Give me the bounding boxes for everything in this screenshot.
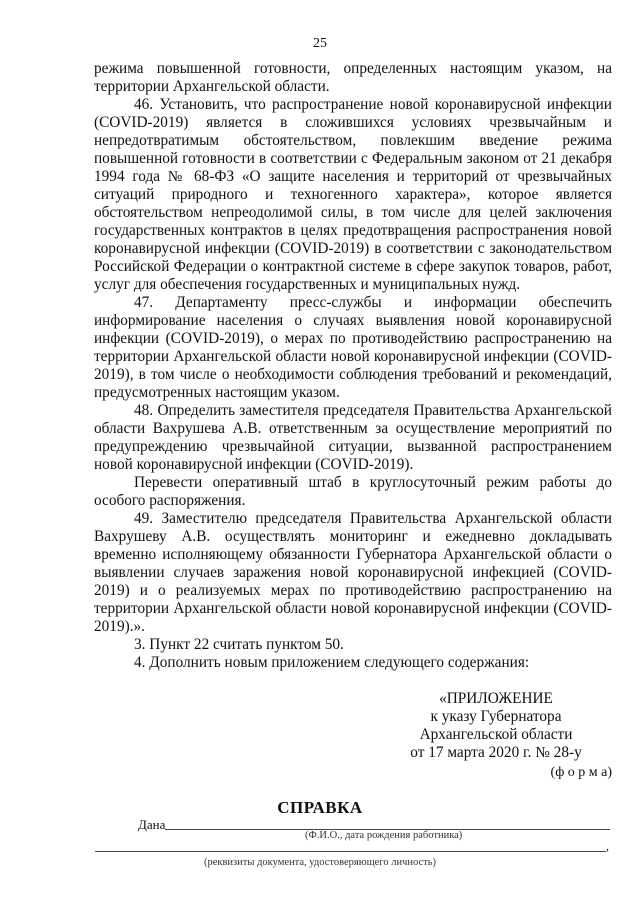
paragraph-46: 46. Установить, что распространение новой коронавирусной инфекции (COVID-2019) является в сложившихся условиях чрезвычайным и непредотвратимым обстоятельством, повлекшим введение режима повышенной готовности в соответствии с Федеральным законом от 21 декабря 1994 года № 68-ФЗ «О защите населения и территорий от чрезвычайных ситуаций природного и техногенного характера», которое является обстоятельством непреодолимой силы, в том числе для целей заключения государственных контрактов в целях предотвращения распространения новой коронавирусной инфекции (COVID-2019) в соответствии с законодательством Российской Федерации о контрактной системе в сфере закупок товаров, работ, услуг для обеспечения государственных и муниципальных нужд. [94, 96, 612, 293]
paragraph-48-staff: Перевести оперативный штаб в круглосуточный режим работы до особого распоряжения. [94, 474, 612, 509]
document-line-comma: , [606, 839, 609, 853]
form-title: СПРАВКА [277, 798, 363, 817]
paragraph-continuation: режима повышенной готовности, определенных настоящим указом, на территории Архангельской области. [94, 60, 612, 95]
form-mark: (ф о р м а) [550, 765, 612, 780]
caption-name-line: (Ф.И.О., дата рождения работника) [305, 830, 463, 841]
appendix-line-region: Архангельской области [419, 726, 573, 743]
paragraph-item-3: 3. Пункт 22 считать пунктом 50. [134, 636, 344, 653]
document-details-line [95, 851, 606, 852]
appendix-line-date: от 17 марта 2020 г. № 28-у [410, 744, 582, 761]
paragraph-49: 49. Заместителю председателя Правительства Архангельской области Вахрушеву А.В. осуществлять мониторинг и ежедневно докладывать временно исполняющему обязанности Губернатора Архангельской области о выявлении случаев заражения новой коронавирусной инфекцией (COVID-2019) и о реализуемых мерах по противодействию распространению на территории Архангельской области новой коронавирусной инфекции (COVID-2019).». [94, 510, 612, 635]
page-number: 25 [313, 36, 327, 51]
document-body [94, 60, 612, 672]
caption-document-line: (реквизиты документа, удостоверяющего личность) [203, 857, 437, 868]
paragraph-47: 47. Департаменту пресс-службы и информации обеспечить информирование населения о случаях выявления новой коронавирусной инфекции (COVID-2019), о мерах по противодействию распространению на территории Архангельской области новой коронавирусной инфекции (COVID-2019), в том числе о необходимости соблюдения требований и рекомендаций, предусмотренных настоящим указом. [94, 294, 612, 401]
appendix-line-decree: к указу Губернатора [430, 708, 562, 725]
paragraph-item-4: 4. Дополнить новым приложением следующего содержания: [134, 654, 530, 671]
paragraph-48: 48. Определить заместителя председателя Правительства Архангельской области Вахрушева А.В. ответственным за осуществление мероприятий по предупреждению чрезвычайной ситуации, вызванной распространением новой коронавирусной инфекции (COVID-2019). [94, 402, 612, 473]
appendix-title: «ПРИЛОЖЕНИЕ [439, 690, 553, 707]
issued-label: Дана [138, 817, 166, 832]
appendix-header [386, 690, 606, 762]
